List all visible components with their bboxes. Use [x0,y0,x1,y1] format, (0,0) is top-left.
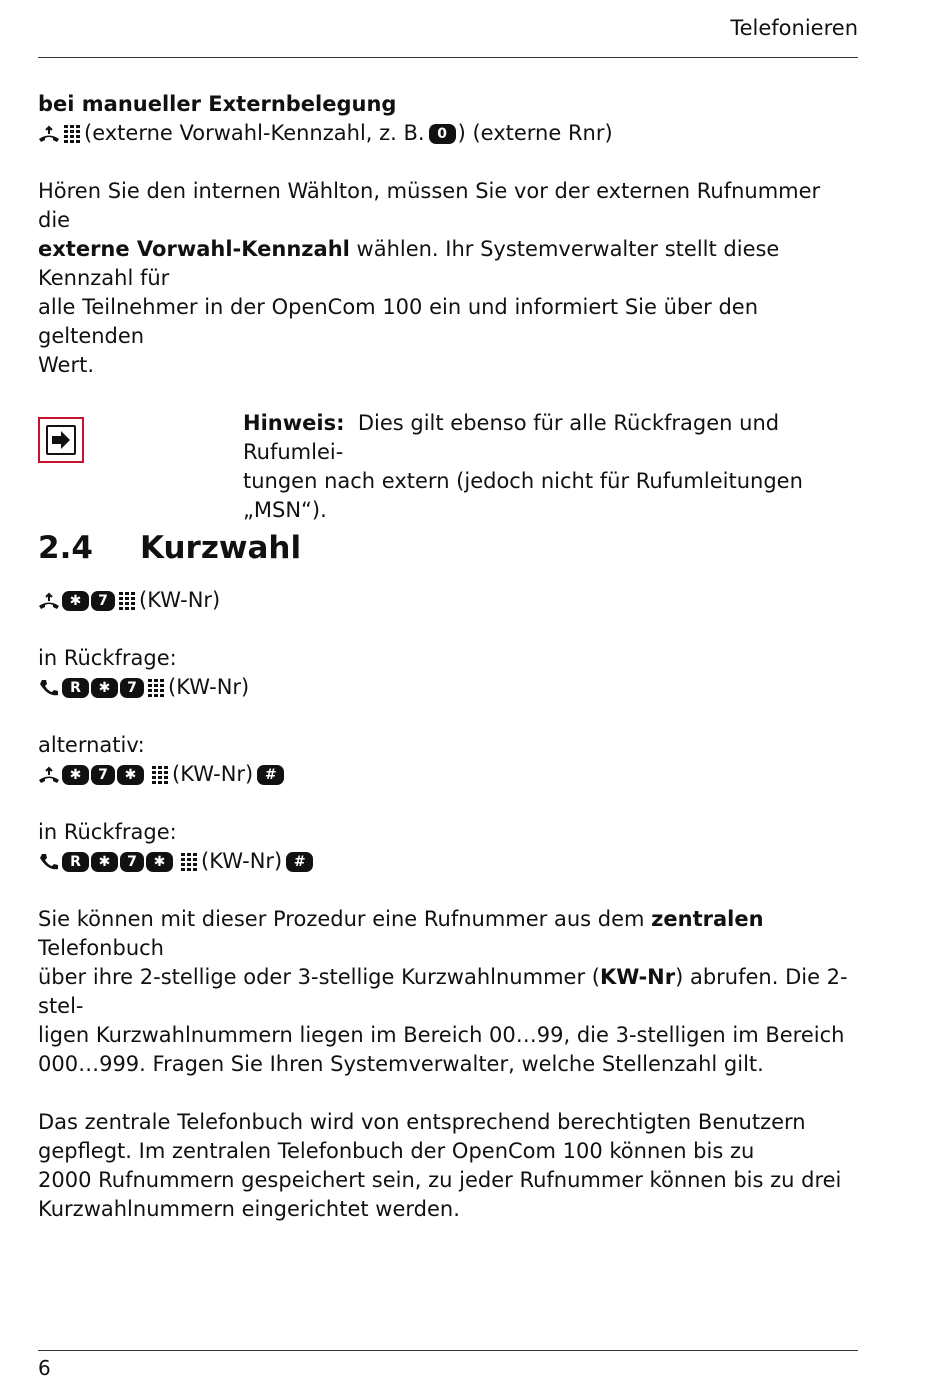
key-r-icon: R [62,852,89,872]
section-number: 2.4 [38,530,93,566]
dialpad-icon [119,592,135,610]
code-line-1 [38,586,858,615]
dialpad-icon [148,679,164,697]
description-paragraph: Sie können mit dieser Prozedur eine Rufnummer aus dem zentralen Telefonbuch über ihre 2-stellige oder 3-stellige Kurzwahlnummer (KW-Nr) abrufen. Die 2-stel- ligen Kurzwahlnummern liegen im Bereich 00…99, die 3-stelligen im Bereich 000…999. Fragen Sie Ihren Systemverwalter, welche Stellenzahl gilt. [38,907,848,1076]
handset-lift-icon [38,765,60,785]
key-7-icon: 7 [91,591,115,611]
note-text: Hinweis: Dies gilt ebenso für alle Rückfragen und Rufumlei- tungen nach extern (jedoch nicht für Rufumleitungen „MSN“). [243,411,803,522]
label-alternativ: alternativ: [38,733,145,757]
header-rule [38,57,858,58]
page-header-title: Telefonieren [730,16,858,40]
code-line-2 [38,673,858,702]
key-star-icon: ✱ [146,852,173,872]
code-line-3 [38,760,858,789]
note-label: Hinweis: [243,411,345,435]
handset-icon [38,678,60,698]
label-rueckfrage-2: in Rückfrage: [38,820,177,844]
key-7-icon: 7 [120,852,144,872]
label-rueckfrage-1: in Rückfrage: [38,646,177,670]
dialpad-icon [64,125,80,143]
arrow-note-icon [38,417,84,463]
section-title: Kurzwahl [140,530,302,566]
manual-text-a: (externe Vorwahl-Kennzahl, z. B. [84,121,425,145]
key-0-icon: 0 [429,124,456,144]
kw-nr-text: (KW-Nr) [201,849,283,873]
handset-icon [38,852,60,872]
code-line-4 [38,847,858,876]
footer-rule [38,1350,858,1351]
key-star-icon: ✱ [62,765,89,785]
manual-text-b: ) (externe Rnr) [457,121,613,145]
note-box [38,409,858,524]
manual-code-line [38,119,858,148]
handset-lift-icon [38,124,60,144]
key-star-icon: ✱ [62,591,89,611]
kw-nr-text: (KW-Nr) [139,588,221,612]
page-number: 6 [38,1356,51,1380]
section-heading [38,528,858,586]
manual-heading: bei manueller Externbelegung [38,92,397,116]
key-star-icon: ✱ [91,678,118,698]
key-hash-icon: # [286,852,313,872]
dialpad-icon [181,853,197,871]
handset-lift-icon [38,591,60,611]
key-7-icon: 7 [91,765,115,785]
phonebook-paragraph: Das zentrale Telefonbuch wird von entsprechend berechtigten Benutzern gepflegt. Im zentralen Telefonbuch der OpenCom 100 können bis zu 2000 Rufnummern gespeichert sein, zu jeder Rufnummer können bis zu drei Kurzwahlnummern eingerichtet werden. [38,1110,842,1221]
key-star-icon: ✱ [117,765,144,785]
intro-paragraph: Hören Sie den internen Wählton, müssen Sie vor der externen Rufnummer die externe Vorwahl-Kennzahl wählen. Ihr Systemverwalter stellt diese Kennzahl für alle Teilnehmer in der OpenCom 100 ein und informiert Sie über den geltenden Wert. [38,179,821,377]
key-7-icon: 7 [120,678,144,698]
page-content [38,90,858,1224]
kw-nr-text: (KW-Nr) [172,762,254,786]
key-star-icon: ✱ [91,852,118,872]
kw-nr-text: (KW-Nr) [168,675,250,699]
key-r-icon: R [62,678,89,698]
dialpad-icon [152,766,168,784]
key-hash-icon: # [257,765,284,785]
